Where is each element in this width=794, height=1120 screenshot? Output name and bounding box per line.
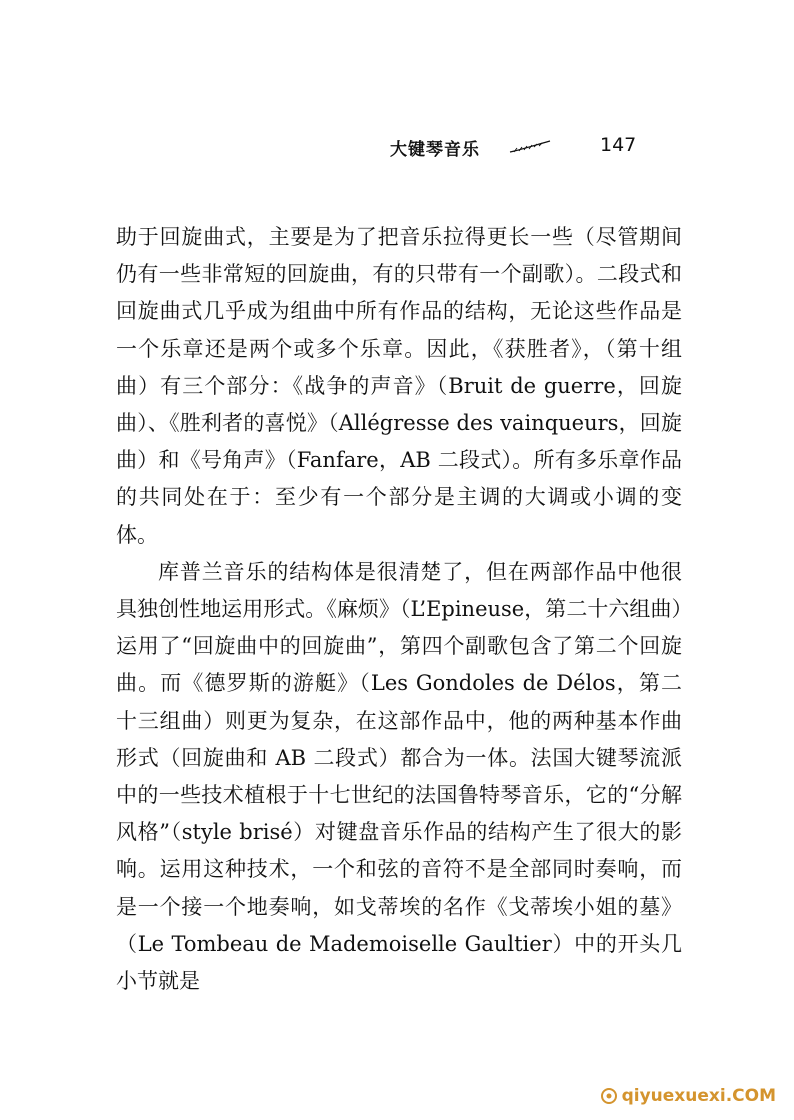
chapter-title: 大键琴音乐 <box>390 139 480 160</box>
watermark-logo-icon <box>600 1087 618 1105</box>
watermark-text: qiyuexuexi.COM <box>621 1086 776 1106</box>
paragraph-1: 助于回旋曲式，主要是为了把音乐拉得更长一些（尽管期间仍有一些非常短的回旋曲，有的只带有一个副歌）。二段式和回旋曲式几乎成为组曲中所有作品的结构，无论这些作品是一个乐章还是两个或多个乐章。因此，《获胜者》，（第十组曲）有三个部分：《战争的声音》（Bruit de guerre，回旋曲）、《胜利者的喜悦》（Allégresse des vainqueurs，回旋曲）和《号角声》（Fanfare，AB 二段式）。所有多乐章作品的共同处在于：至少有一个部分是主调的大调或小调的变体。 <box>116 225 682 547</box>
body-text <box>116 219 682 1000</box>
feather-ornament-icon <box>508 139 552 155</box>
paragraph-2: 库普兰音乐的结构体是很清楚了，但在两部作品中他很具独创性地运用形式。《麻烦》（L’Epineuse，第二十六组曲）运用了“回旋曲中的回旋曲”，第四个副歌包含了第二个回旋曲。而《德罗斯的游艇》（Les Gondoles de Délos，第二十三组曲）则更为复杂，在这部作品中，他的两种基本作曲形式（回旋曲和 AB 二段式）都合为一体。法国大键琴流派中的一些技术植根于十七世纪的法国鲁特琴音乐，它的“分解风格”（style brisé）对键盘音乐作品的结构产生了很大的影响。运用这种技术，一个和弦的音符不是全部同时奏响，而是一个接一个地奏响，如戈蒂埃的名作《戈蒂埃小姐的墓》（Le Tombeau de Mademoiselle Gaultier）中的开头几小节就是 <box>116 559 682 994</box>
page-number: 147 <box>600 134 637 156</box>
site-watermark <box>600 1086 776 1106</box>
running-header <box>390 132 552 162</box>
